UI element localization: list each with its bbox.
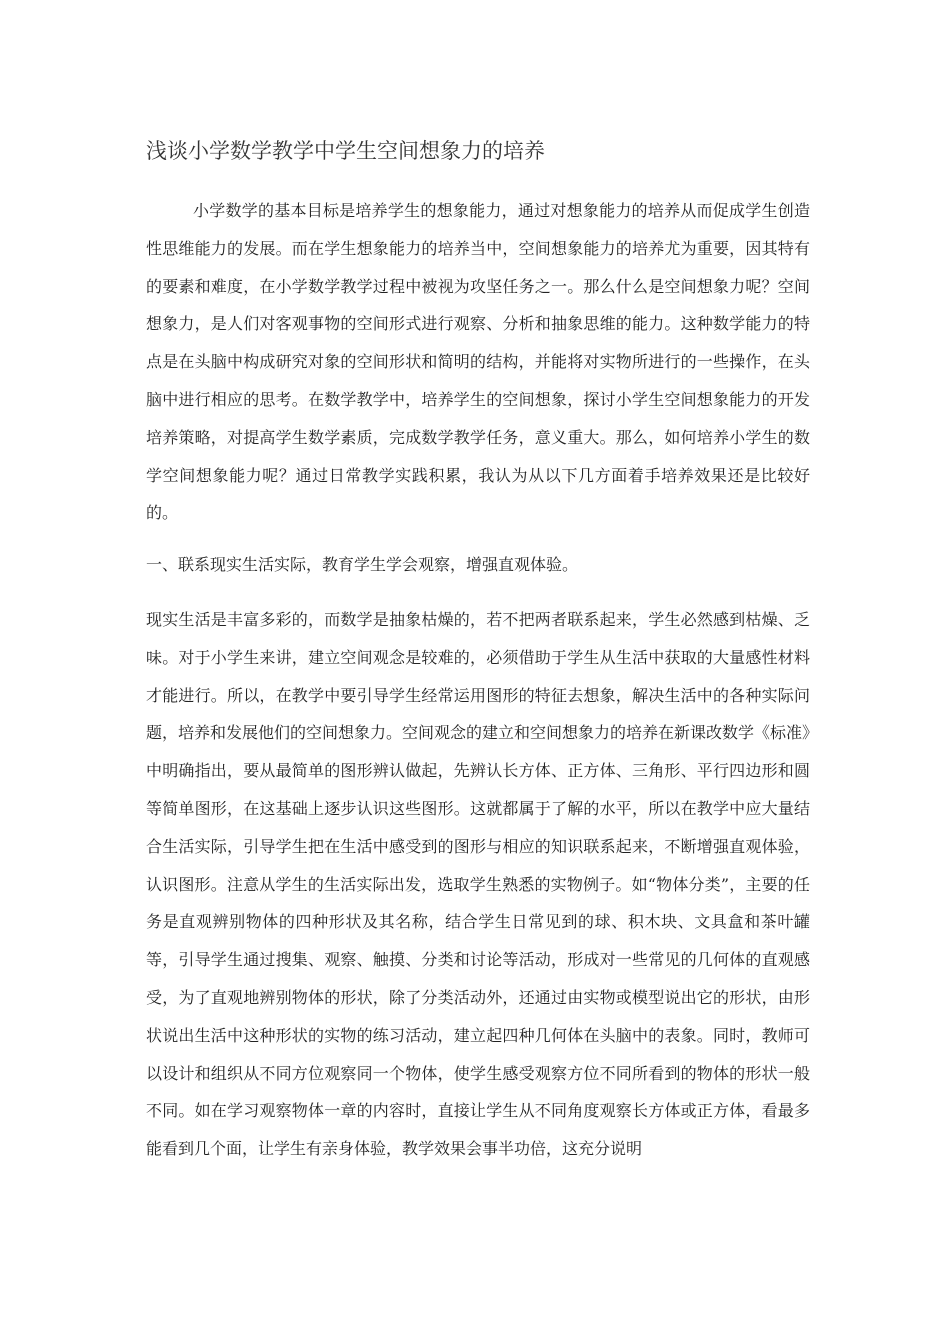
intro-paragraph: 小学数学的基本目标是培养学生的想象能力，通过对想象能力的培养从而促成学生创造性思维能力的发展。而在学生想象能力的培养当中，空间想象能力的培养尤为重要，因其特有的要素和难度，在小学数学教学过程中被视为攻坚任务之一。那么什么是空间想象力呢？空间想象力，是人们对客观事物的空间形式进行观察、分析和抽象思维的能力。这种数学能力的特点是在头脑中构成研究对象的空间形状和简明的结构，并能将对实物所进行的一些操作，在头脑中进行相应的思考。在数学教学中，培养学生的空间想象，探讨小学生空间想象能力的开发培养策略，对提高学生数学素质，完成数学教学任务，意义重大。那么，如何培养小学生的数学空间想象能力呢？通过日常教学实践积累，我认为从以下几方面着手培养效果还是比较好的。	[146, 201, 810, 523]
document-title: 浅谈小学数学教学中学生空间想象力的培养	[146, 139, 545, 163]
section-paragraph: 现实生活是丰富多彩的，而数学是抽象枯燥的，若不把两者联系起来，学生必然感到枯燥、乏味。对于小学生来讲，建立空间观念是较难的，必须借助于学生从生活中获取的大量感性材料才能进行。所以，在教学中要引导学生经常运用图形的特征去想象，解决生活中的各种实际问题，培养和发展他们的空间想象力。空间观念的建立和空间想象力的培养在新课改数学《标准》中明确指出，要从最简单的图形辨认做起，先辨认长方体、正方体、三角形、平行四边形和圆等简单图形，在这基础上逐步认识这些图形。这就都属于了解的水平，所以在教学中应大量结合生活实际，引导学生把在生活中感受到的图形与相应的知识联系起来，不断增强直观体验，认识图形。注意从学生的生活实际出发，选取学生熟悉的实物例子。如“物体分类”，主要的任务是直观辨别物体的四种形状及其名称，结合学生日常见到的球、积木块、文具盒和茶叶罐等，引导学生通过搜集、观察、触摸、分类和讨论等活动，形成对一些常见的几何体的直观感受，为了直观地辨别物体的形状，除了分类活动外，还通过由实物或模型说出它的形状，由形状说出生活中这种形状的实物的练习活动，建立起四种几何体在头脑中的表象。同时，教师可以设计和组织从不同方位观察同一个物体，使学生感受观察方位不同所看到的物体的形状一般不同。如在学习观察物体一章的内容时，直接让学生从不同角度观察长方体或正方体，看最多能看到几个面，让学生有亲身体验，教学效果会事半功倍，这充分说明	[146, 610, 811, 1159]
section-heading: 一、联系现实生活实际，教育学生学会观察，增强直观体验。	[146, 555, 579, 574]
